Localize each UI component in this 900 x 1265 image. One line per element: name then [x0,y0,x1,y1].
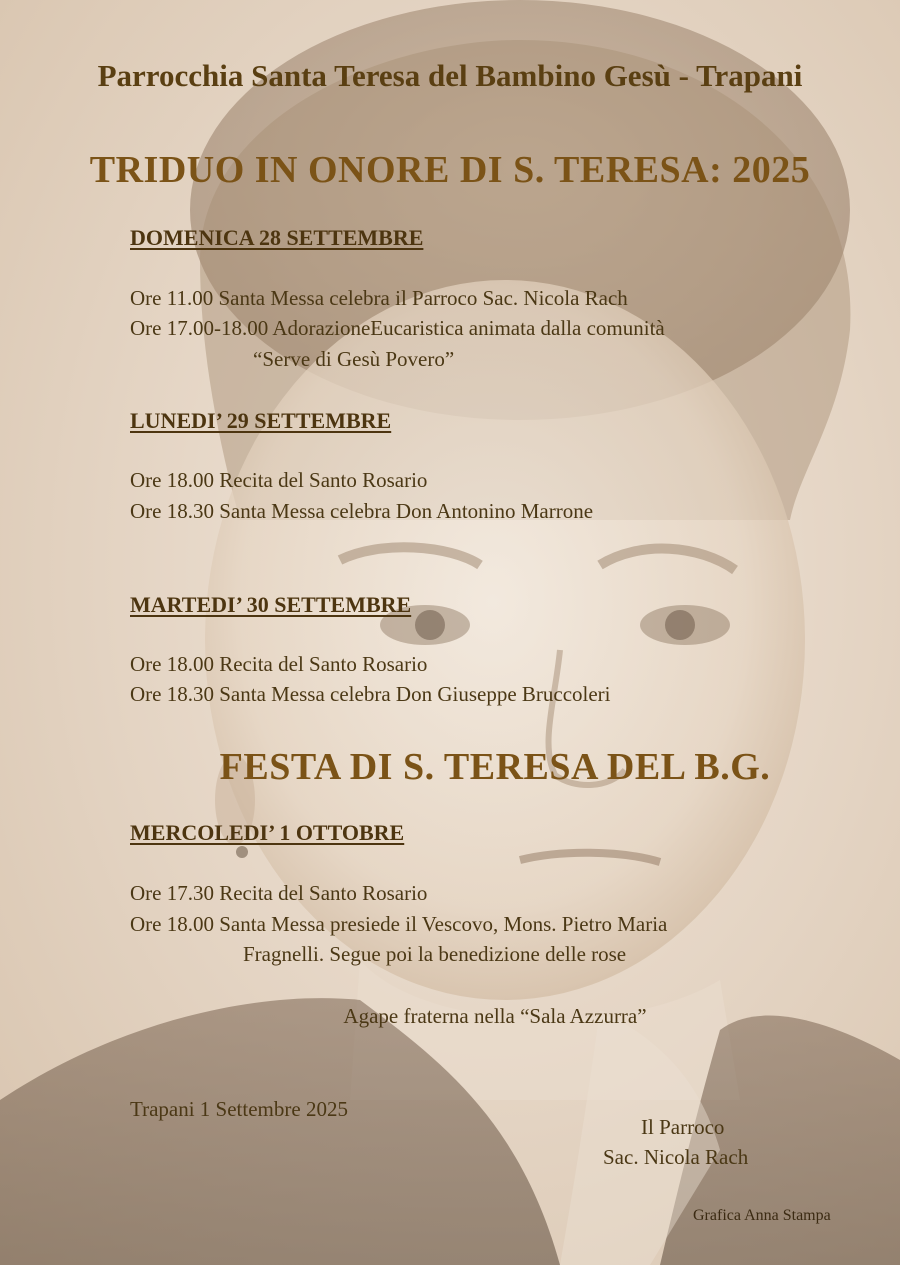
place-date: Trapani 1 Settembre 2025 [130,1097,348,1121]
day-3-line-2: Ore 18.30 Santa Messa celebra Don Giuseppe Bruccoleri [130,682,611,706]
signature-name: Sac. Nicola Rach [603,1145,749,1169]
graphic-credit: Grafica Anna Stampa [693,1207,831,1224]
parish-title: Parrocchia Santa Teresa del Bambino Gesù - Trapani [97,58,803,93]
day-1-line-2: Ore 17.00-18.00 AdorazioneEucaristica animata dalla comunità [130,316,665,340]
day-2-line-2: Ore 18.30 Santa Messa celebra Don Antonino Marrone [130,499,594,523]
day-1-line-3: “Serve di Gesù Povero” [253,347,455,371]
day-2-date: LUNEDI’ 29 SETTEMBRE [130,408,392,433]
feast-title: FESTA DI S. TERESA DEL B.G. [219,746,771,788]
feast-line-3: Fragnelli. Segue poi la benedizione delle rose [243,942,627,966]
day-2-line-1: Ore 18.00 Recita del Santo Rosario [130,468,428,492]
day-3-line-1: Ore 18.00 Recita del Santo Rosario [130,652,428,676]
day-1-date: DOMENICA 28 SETTEMBRE [130,225,424,250]
triduum-title: TRIDUO IN ONORE DI S. TERESA: 2025 [89,149,811,191]
day-1-line-1: Ore 11.00 Santa Messa celebra il Parroco Sac. Nicola Rach [130,286,628,310]
feast-line-2: Ore 18.00 Santa Messa presiede il Vescovo, Mons. Pietro Maria [130,912,668,936]
signature-role: Il Parroco [641,1115,725,1139]
feast-line-1: Ore 17.30 Recita del Santo Rosario [130,881,428,905]
agape-note: Agape fraterna nella “Sala Azzurra” [343,1004,647,1028]
day-3-date: MARTEDI’ 30 SETTEMBRE [130,592,412,617]
feast-date: MERCOLEDI’ 1 OTTOBRE [130,820,405,845]
